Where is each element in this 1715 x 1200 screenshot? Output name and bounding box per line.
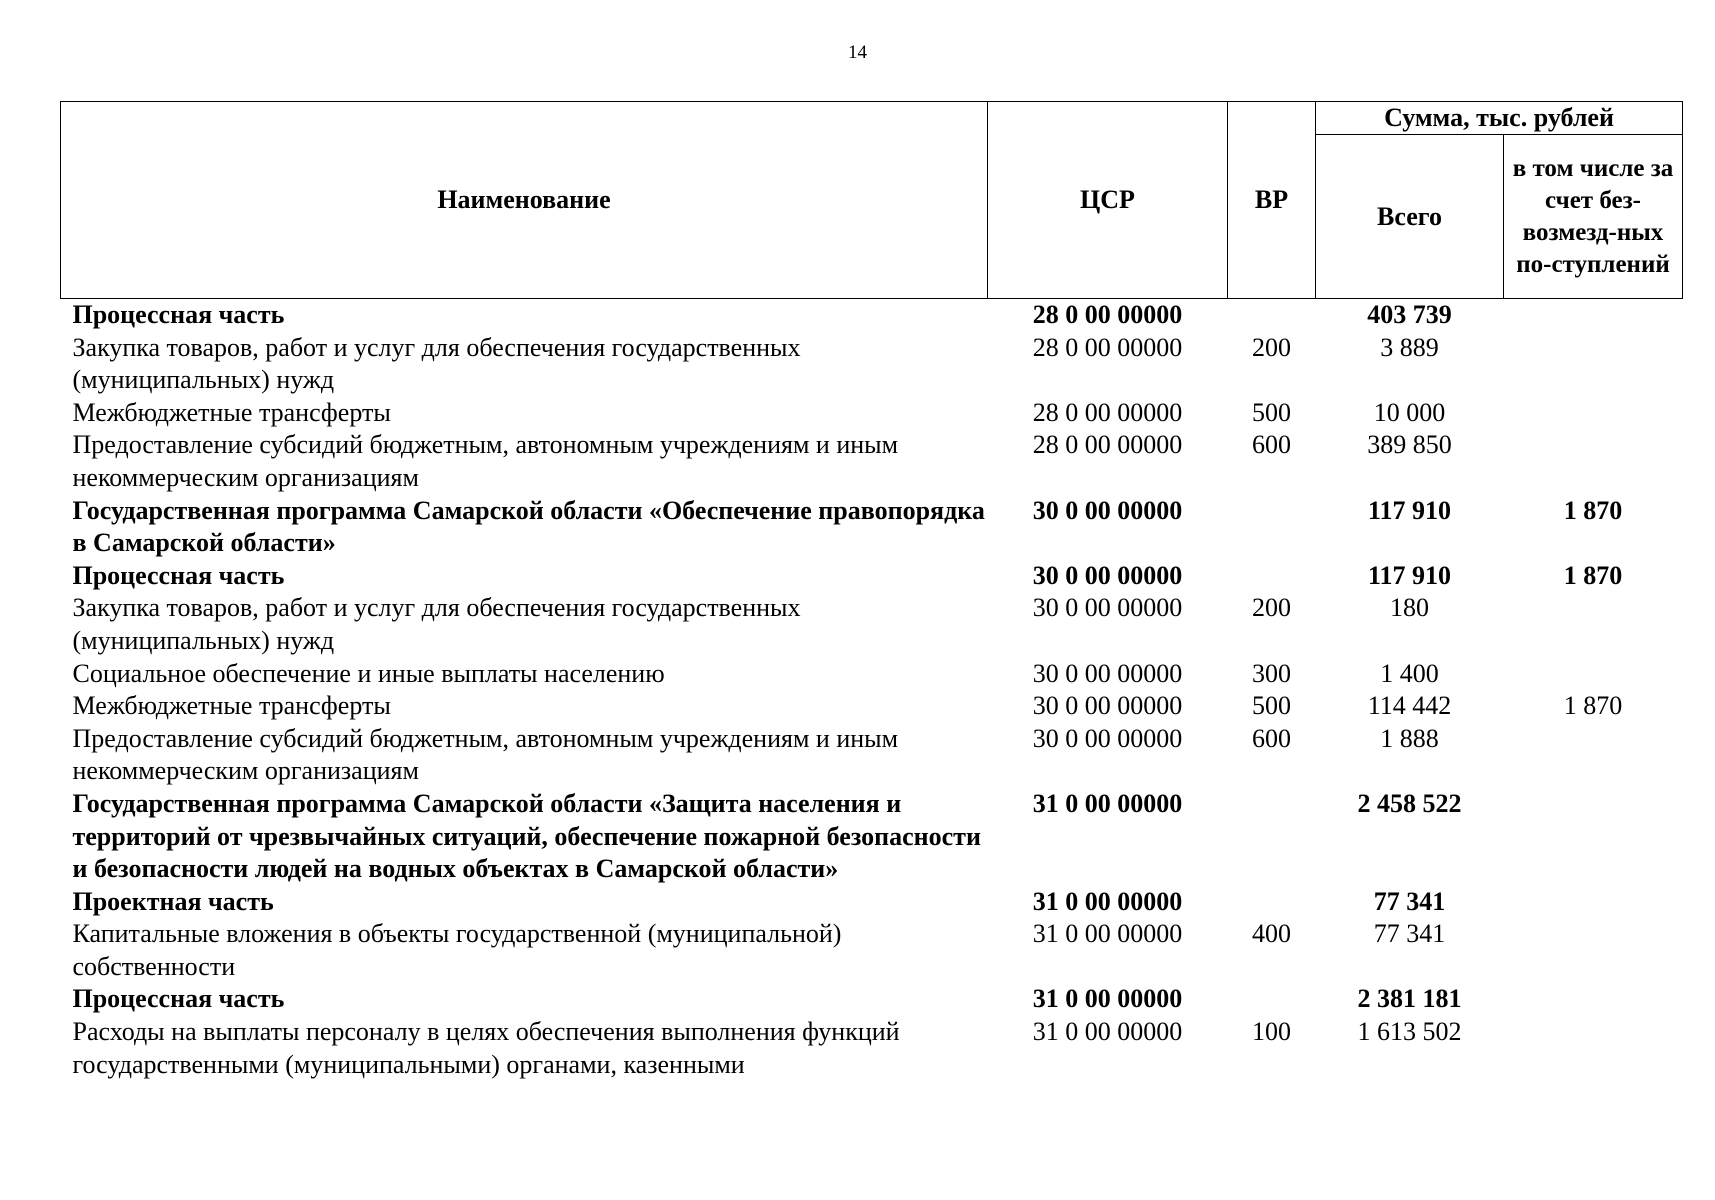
row-csr: 31 0 00 00000 <box>1032 984 1183 1014</box>
header-sum-group: Сумма, тыс. рублей <box>1316 102 1683 135</box>
row-csr: 30 0 00 00000 <box>1032 495 1183 525</box>
row-total: 10 000 <box>1373 397 1446 427</box>
row-vr: 400 <box>1252 919 1291 949</box>
table-row <box>61 560 1683 593</box>
row-csr: 31 0 00 00000 <box>1032 886 1183 916</box>
row-name: Государственная программа Самарской области «Обеспечение правопорядка в Самарской области» <box>72 495 985 558</box>
table-row <box>61 495 1683 560</box>
row-vr: 600 <box>1252 430 1291 460</box>
row-vr: 500 <box>1252 397 1291 427</box>
row-free <box>1504 788 1683 886</box>
row-csr: 30 0 00 00000 <box>1032 560 1183 590</box>
row-vr <box>1228 495 1316 560</box>
row-vr: 200 <box>1252 332 1291 362</box>
row-csr: 30 0 00 00000 <box>1032 658 1183 688</box>
table-row <box>61 299 1683 332</box>
row-free: 1 870 <box>1563 495 1623 525</box>
row-name: Процессная часть <box>72 560 285 590</box>
row-free <box>1504 886 1683 919</box>
row-name: Капитальные вложения в объекты государственной (муниципальной) собственности <box>72 919 842 981</box>
row-vr: 600 <box>1252 723 1291 753</box>
row-name: Процессная часть <box>72 300 285 329</box>
row-total: 3 889 <box>1380 332 1439 362</box>
row-name: Закупка товаров, работ и услуг для обеспечения государственных (муниципальных) нужд <box>72 332 801 395</box>
row-vr <box>1228 886 1316 919</box>
row-vr <box>1228 788 1316 886</box>
row-csr: 31 0 00 00000 <box>1032 1017 1183 1047</box>
row-total: 389 850 <box>1367 430 1452 460</box>
table-row <box>61 332 1683 397</box>
row-free <box>1504 658 1683 691</box>
header-name: Наименование <box>61 102 988 299</box>
row-csr: 30 0 00 00000 <box>1032 691 1183 721</box>
table-body <box>61 299 1683 1082</box>
row-name: Межбюджетные трансферты <box>72 397 391 427</box>
budget-table <box>60 101 1683 1081</box>
table-row <box>61 592 1683 657</box>
row-free <box>1504 918 1683 983</box>
row-name: Закупка товаров, работ и услуг для обеспечения государственных (муниципальных) нужд <box>72 593 801 655</box>
table-row <box>61 788 1683 886</box>
row-vr: 300 <box>1252 658 1291 688</box>
row-free <box>1504 397 1683 430</box>
header-total: Всего <box>1316 135 1504 299</box>
row-name: Социальное обеспечение и иные выплаты населению <box>72 658 665 688</box>
row-total: 2 458 522 <box>1357 788 1462 818</box>
table-row <box>61 397 1683 430</box>
table-header <box>61 102 1683 299</box>
row-name: Проектная часть <box>72 886 274 916</box>
row-csr: 31 0 00 00000 <box>1032 919 1183 949</box>
row-csr: 28 0 00 00000 <box>1032 397 1183 427</box>
row-total: 77 341 <box>1373 919 1446 949</box>
row-csr: 31 0 00 00000 <box>1032 788 1183 818</box>
row-total: 1 613 502 <box>1357 1017 1462 1047</box>
row-total: 180 <box>1390 593 1429 623</box>
row-total: 1 888 <box>1380 723 1439 753</box>
row-free: 1 870 <box>1563 560 1623 590</box>
row-free <box>1504 332 1683 397</box>
row-free <box>1504 723 1683 788</box>
row-name: Процессная часть <box>72 984 285 1014</box>
table-row <box>61 983 1683 1016</box>
table-row <box>61 690 1683 723</box>
table-row <box>61 918 1683 983</box>
table-row <box>61 723 1683 788</box>
row-free <box>1504 592 1683 657</box>
row-total: 403 739 <box>1367 300 1452 329</box>
row-csr: 28 0 00 00000 <box>1032 332 1183 362</box>
row-vr <box>1228 983 1316 1016</box>
row-total: 2 381 181 <box>1357 984 1462 1014</box>
row-csr: 30 0 00 00000 <box>1032 593 1183 623</box>
row-free: 1 870 <box>1563 691 1623 721</box>
row-name: Расходы на выплаты персоналу в целях обеспечения выполнения функций государственными (муниципальными) органами, казенными <box>72 1017 900 1079</box>
table-row <box>61 886 1683 919</box>
row-free <box>1504 1016 1683 1081</box>
row-vr: 200 <box>1252 593 1291 623</box>
page-number: 14 <box>848 42 867 63</box>
row-total: 117 910 <box>1367 495 1452 525</box>
row-csr: 30 0 00 00000 <box>1032 723 1183 753</box>
row-free <box>1504 299 1683 332</box>
header-vr: ВР <box>1228 102 1316 299</box>
header-csr: ЦСР <box>988 102 1228 299</box>
row-total: 114 442 <box>1367 691 1452 721</box>
row-name: Межбюджетные трансферты <box>72 691 391 721</box>
row-vr: 500 <box>1252 691 1291 721</box>
row-free <box>1504 983 1683 1016</box>
row-name: Предоставление субсидий бюджетным, автономным учреждениям и иным некоммерческим организациям <box>72 723 899 786</box>
header-incl-free: в том числе за счет без-возмезд-ных по-ступлений <box>1504 135 1683 299</box>
row-name: Государственная программа Самарской области «Защита населения и территорий от чрезвычайных ситуаций, обеспечение пожарной безопасности и безопасности людей на водных объектах в Самарской области» <box>72 788 981 884</box>
row-csr: 28 0 00 00000 <box>1032 300 1183 329</box>
row-total: 1 400 <box>1380 658 1439 688</box>
table-row <box>61 658 1683 691</box>
row-total: 117 910 <box>1367 560 1452 590</box>
row-name: Предоставление субсидий бюджетным, автономным учреждениям и иным некоммерческим организациям <box>72 430 899 492</box>
table-row <box>61 1016 1683 1081</box>
row-free <box>1504 429 1683 494</box>
row-vr <box>1228 299 1316 332</box>
row-csr: 28 0 00 00000 <box>1032 430 1183 460</box>
row-total: 77 341 <box>1373 886 1446 916</box>
table-row <box>61 429 1683 494</box>
row-vr: 100 <box>1252 1017 1291 1047</box>
row-vr <box>1228 560 1316 593</box>
